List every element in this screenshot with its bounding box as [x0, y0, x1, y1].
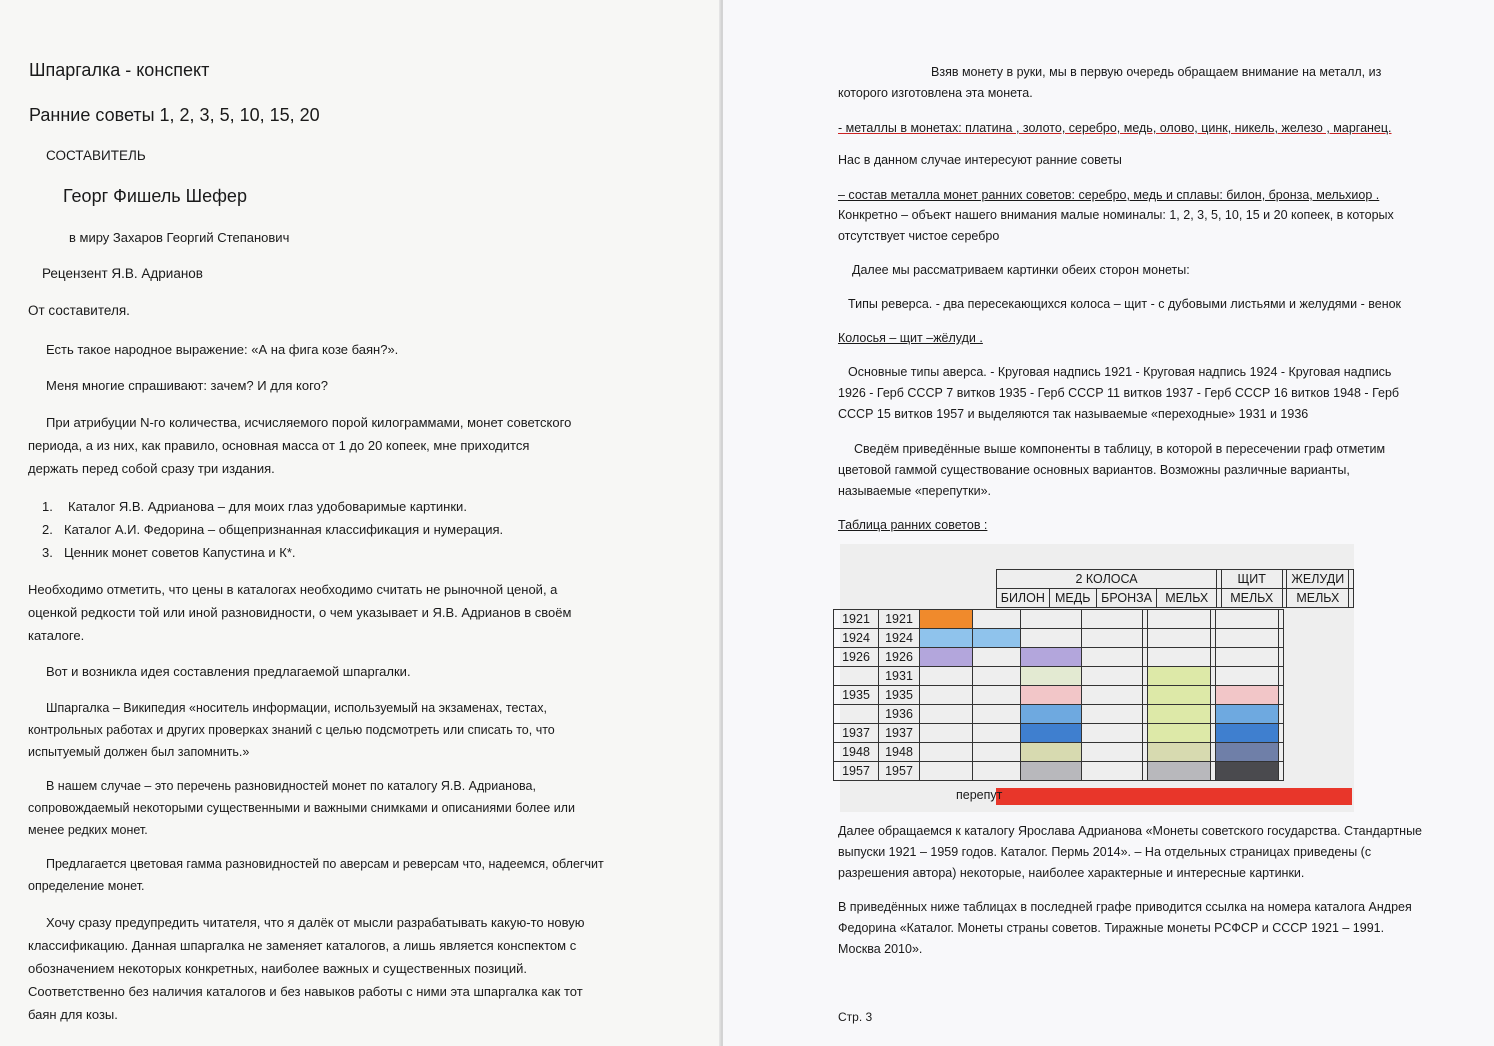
paragraph-line: Взяв монету в руки, мы в первую очередь обращаем внимание на металл, из [931, 65, 1382, 79]
composition-line: – состав металла монет ранних советов: серебро, медь и сплавы: билон, бронза, мельхиор . [838, 188, 1380, 202]
perepu-label: перепут [956, 788, 1003, 802]
variety-cell [920, 762, 973, 781]
variety-cell [1082, 686, 1143, 705]
variety-cell [920, 648, 973, 667]
variety-cell [1148, 686, 1211, 705]
paragraph-line: определение монет. [28, 879, 145, 893]
variety-cell [920, 686, 973, 705]
variety-cell [1082, 667, 1143, 686]
paragraph-line: разрешения автора) некоторые, наиболее характерные и интересные картинки. [838, 866, 1305, 880]
spacer-cell [1279, 762, 1284, 781]
metal-header: БИЛОН [997, 589, 1050, 608]
varieties-table-panel [840, 544, 1354, 812]
paragraph-line: СССР 15 витков 1957 и выделяются так называемые «переходные» 1931 и 1936 [838, 407, 1309, 421]
variety-cell [1148, 667, 1211, 686]
paragraph-line: сопровождаемый некоторыми существенными и важными снимками и описаниями более или [28, 801, 575, 815]
variety-cell [973, 686, 1021, 705]
year-cell: 1926 [834, 648, 879, 667]
table-row [834, 667, 1284, 686]
spacer-cell [1279, 610, 1284, 629]
paragraph-line: Основные типы аверса. - Круговая надпись 1921 - Круговая надпись 1924 - Круговая надпись [848, 365, 1392, 379]
paragraph-line: цветовой гаммой существование основных вариантов. Возможны различные варианты, [838, 463, 1350, 477]
variety-cell [1082, 629, 1143, 648]
variety-cell [1021, 724, 1082, 743]
reverse-types: Типы реверса. - два пересекающихся колоса – щит - с дубовыми листьями и желудями - венок [848, 297, 1402, 311]
paragraph-line: держать перед собой сразу три издания. [28, 461, 275, 476]
variety-cell [1148, 629, 1211, 648]
paragraph: Есть такое народное выражение: «А на фига козе баян?». [46, 342, 399, 357]
paragraph-line: называемые «перепутки». [838, 484, 992, 498]
variety-cell [1216, 686, 1279, 705]
paragraph-line: каталоге. [28, 628, 85, 643]
variety-cell [1082, 762, 1143, 781]
variety-cell [920, 629, 973, 648]
variety-cell [973, 667, 1021, 686]
spacer-cell [1279, 629, 1284, 648]
year-cell: 1924 [834, 629, 879, 648]
year-cell: 1931 [879, 667, 920, 686]
year-cell [834, 705, 879, 724]
table-title: Таблица ранних советов : [838, 518, 988, 532]
page-subtitle: Ранние советы 1, 2, 3, 5, 10, 15, 20 [29, 105, 320, 125]
table-row [834, 686, 1284, 705]
variety-cell [1216, 629, 1279, 648]
reverse-short: Колосья – щит –жёлуди . [838, 331, 983, 345]
metal-header: МЕЛЬХ [1287, 589, 1349, 608]
metal-header: МЕДЬ [1049, 589, 1096, 608]
table-row [834, 648, 1284, 667]
variety-cell [973, 629, 1021, 648]
paragraph-line: Хочу сразу предупредить читателя, что я далёк от мысли разрабатывать какую-то новую [46, 915, 585, 930]
paragraph-line: оценкой редкости той или иной разновидности, о чем указывает и Я.В. Адрианов в своём [28, 605, 572, 620]
variety-cell [1216, 705, 1279, 724]
variety-cell [1148, 724, 1211, 743]
metal-header: МЕЛЬХ [1221, 589, 1282, 608]
spacer-cell [1279, 667, 1284, 686]
variety-cell [1216, 610, 1279, 629]
year-cell: 1948 [879, 743, 920, 762]
header-kolosa: 2 КОЛОСА [997, 570, 1217, 589]
metal-spacer [1349, 589, 1354, 608]
variety-cell [1021, 648, 1082, 667]
variety-cell [920, 705, 973, 724]
variety-cell [1148, 610, 1211, 629]
from-compiler-heading: От составителя. [28, 303, 130, 318]
variety-cell [973, 705, 1021, 724]
paragraph-line: Предлагается цветовая гамма разновидностей по аверсам и реверсам что, надеемся, облегчит [46, 857, 604, 871]
variety-cell [920, 743, 973, 762]
variety-cell [1148, 705, 1211, 724]
year-cell: 1926 [879, 648, 920, 667]
variety-cell [1082, 610, 1143, 629]
metals-line: - металлы в монетах: платина , золото, серебро, медь, олово, цинк, никель, железо , марганец. [838, 121, 1392, 135]
variety-cell [973, 762, 1021, 781]
paragraph-line: Конкретно – объект нашего внимания малые номиналы: 1, 2, 3, 5, 10, 15 и 20 копеек, в которых [838, 208, 1394, 222]
variety-cell [1021, 705, 1082, 724]
variety-cell [920, 667, 973, 686]
header-spacer [1349, 570, 1354, 589]
variety-cell [973, 610, 1021, 629]
paragraph-line: Далее обращаемся к каталогу Ярослава Адрианова «Монеты советского государства. Стандартные [838, 824, 1423, 838]
paragraph-line: баян для козы. [28, 1007, 118, 1022]
variety-cell [920, 724, 973, 743]
variety-cell [973, 743, 1021, 762]
left-page [0, 0, 721, 1046]
paragraph-line: В приведённых ниже таблицах в последней графе приводится ссылка на номера каталога Андрея [838, 900, 1412, 914]
variety-cell [1216, 648, 1279, 667]
year-cell: 1935 [879, 686, 920, 705]
paragraph-line: периода, а из них, как правило, основная масса от 1 до 20 копеек, мне приходится [28, 438, 530, 453]
perepu-bar [996, 788, 1352, 805]
variety-cell [1216, 724, 1279, 743]
metal-header: МЕЛЬХ [1157, 589, 1217, 608]
paragraph: Далее мы рассматриваем картинки обеих сторон монеты: [852, 263, 1190, 277]
list-item: 3. Ценник монет советов Капустина и К*. [42, 545, 296, 560]
year-cell: 1924 [879, 629, 920, 648]
paragraph-line: При атрибуции N-го количества, исчисляемого порой килограммами, монет советского [46, 415, 572, 430]
paragraph-line: Федорина «Каталог. Монеты страны советов. Тиражные монеты РСФСР и СССР 1921 – 1991. [838, 921, 1385, 935]
paragraph-line: отсутствует чистое серебро [838, 229, 1000, 243]
spacer-cell [1279, 724, 1284, 743]
paragraph-line: выпуски 1921 – 1959 годов. Каталог. Пермь 2014». – На отдельных страницах приведены (с [838, 845, 1372, 859]
spacer-cell [1279, 705, 1284, 724]
variety-cell [1148, 743, 1211, 762]
compiler-label: СОСТАВИТЕЛЬ [46, 148, 146, 163]
variety-cell [1216, 667, 1279, 686]
table-row [834, 743, 1284, 762]
year-cell: 1937 [834, 724, 879, 743]
variety-cell [1021, 743, 1082, 762]
year-cell: 1921 [879, 610, 920, 629]
paragraph-line: обозначением некоторых конкретных, наиболее важных и существенных позиций. [28, 961, 528, 976]
paragraph-line: менее редких монет. [28, 823, 148, 837]
year-cell: 1957 [834, 762, 879, 781]
paragraph-line: Соответственно без наличия каталогов и без навыков работы с ними эта шпаргалка как тот [28, 984, 583, 999]
variety-cell [1082, 724, 1143, 743]
paragraph-line: Шпаргалка – Википедия «носитель информации, используемый на экзаменах, тестах, [46, 701, 547, 715]
paragraph-line: В нашем случае – это перечень разновидностей монет по каталогу Я.В. Адрианова, [46, 779, 536, 793]
paragraph-line: которого изготовлена эта монета. [838, 86, 1033, 100]
variety-cell [1021, 762, 1082, 781]
table-row [834, 762, 1284, 781]
paragraph-line: испытуемый должен был запомнить.» [28, 745, 250, 759]
variety-cell [1082, 705, 1143, 724]
header-shchit: ЩИТ [1221, 570, 1282, 589]
variety-cell [973, 648, 1021, 667]
year-cell: 1948 [834, 743, 879, 762]
variety-cell [1148, 648, 1211, 667]
reviewer: Рецензент Я.В. Адрианов [42, 266, 203, 281]
paragraph: Вот и возникла идея составления предлагаемой шпаргалки. [46, 664, 411, 679]
header-zheludi: ЖЕЛУДИ [1287, 570, 1349, 589]
variety-cell [1216, 743, 1279, 762]
paragraph-line: классификацию. Данная шпаргалка не заменяет каталогов, а лишь является конспектом с [28, 938, 577, 953]
metal-header: БРОНЗА [1096, 589, 1157, 608]
variety-cell [1021, 629, 1082, 648]
variety-cell [1082, 648, 1143, 667]
table-row [834, 724, 1284, 743]
year-cell: 1936 [879, 705, 920, 724]
paragraph-line: 1926 - Герб СССР 7 витков 1935 - Герб СССР 11 витков 1937 - Герб СССР 16 витков 1948 - Герб [838, 386, 1400, 400]
year-cell: 1921 [834, 610, 879, 629]
table-row [834, 629, 1284, 648]
paragraph: Нас в данном случае интересуют ранние советы [838, 153, 1122, 167]
table-body [833, 609, 1284, 781]
paragraph-line: контрольных работах и других проверках знаний с целью подсмотреть или списать то, что [28, 723, 555, 737]
spacer-cell [1279, 648, 1284, 667]
variety-cell [1021, 610, 1082, 629]
year-cell [834, 667, 879, 686]
variety-cell [1148, 762, 1211, 781]
list-item: 2. Каталог А.И. Федорина – общепризнанная классификация и нумерация. [42, 522, 504, 537]
year-cell: 1957 [879, 762, 920, 781]
paragraph-line: Необходимо отметить, что цены в каталогах необходимо считать не рыночной ценой, а [28, 582, 558, 597]
variety-cell [1021, 667, 1082, 686]
year-cell: 1935 [834, 686, 879, 705]
variety-cell [920, 610, 973, 629]
spacer-cell [1279, 686, 1284, 705]
table-row [834, 610, 1284, 629]
paragraph: Меня многие спрашивают: зачем? И для кого? [46, 378, 328, 393]
spacer-cell [1279, 743, 1284, 762]
table-row [834, 705, 1284, 724]
secular-name: в миру Захаров Георгий Степанович [69, 230, 290, 245]
variety-cell [1082, 743, 1143, 762]
variety-cell [1021, 686, 1082, 705]
right-page [723, 0, 1494, 1046]
page-title: Шпаргалка - конспект [29, 60, 210, 80]
page-number: Стр. 3 [838, 1010, 873, 1024]
author-name: Георг Фишель Шефер [63, 186, 247, 206]
year-cell: 1937 [879, 724, 920, 743]
paragraph-line: Сведём приведённые выше компоненты в таблицу, в которой в пересечении граф отметим [854, 442, 1386, 456]
list-item: 1. Каталог Я.В. Адрианова – для моих глаз удобоваримые картинки. [42, 499, 467, 514]
variety-cell [1216, 762, 1279, 781]
table-header [996, 569, 1354, 608]
paragraph-line: Москва 2010». [838, 942, 923, 956]
variety-cell [973, 724, 1021, 743]
